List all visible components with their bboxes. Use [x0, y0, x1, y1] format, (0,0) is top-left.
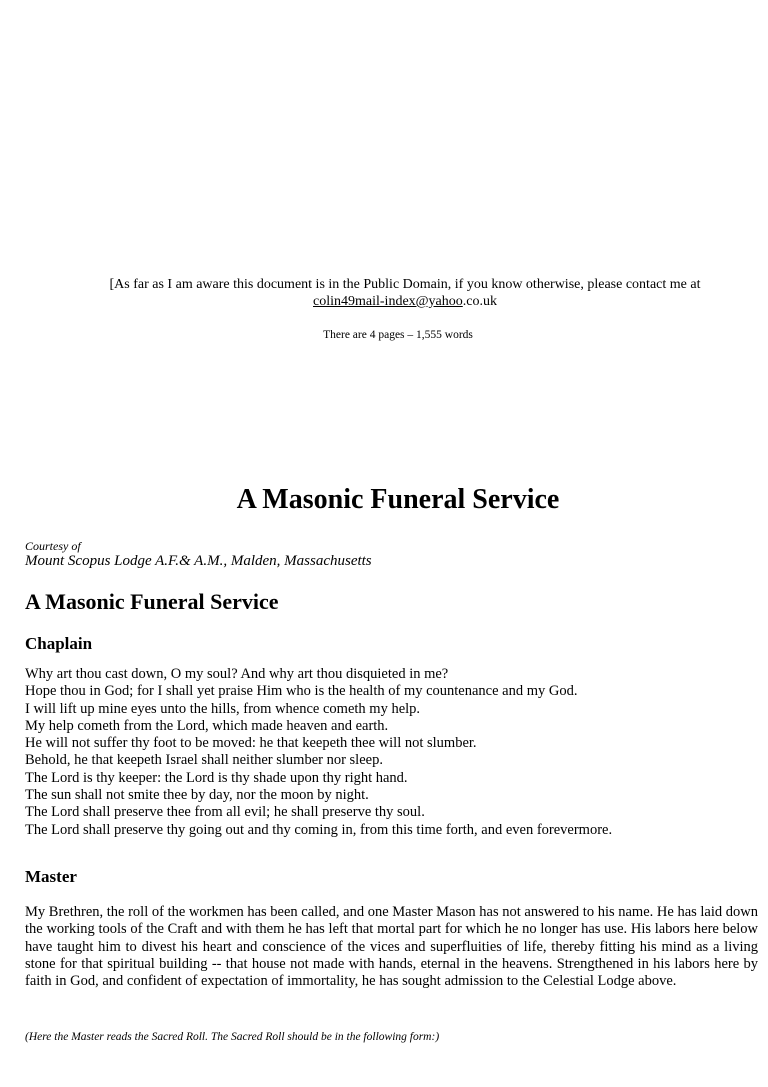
courtesy-label: Courtesy of: [25, 539, 81, 553]
notice-text: [As far as I am aware this document is in the Public Domain, if you know otherwise, please contact me at: [109, 277, 701, 292]
public-domain-notice: [40, 276, 768, 310]
email-link[interactable]: colin49mail-index@yahoo: [313, 294, 463, 309]
chaplain-line: The Lord shall preserve thy going out and thy coming in, from this time forth, and even forevermore.: [25, 821, 613, 838]
master-heading: Master: [25, 867, 77, 886]
chaplain-text: [25, 666, 765, 839]
chaplain-line: The Lord is thy keeper: the Lord is thy shade upon thy right hand.: [25, 769, 408, 786]
chaplain-line: Behold, he that keepeth Israel shall neither slumber nor sleep.: [25, 752, 383, 769]
chaplain-line: Why art thou cast down, O my soul? And why art thou disquieted in me?: [25, 666, 449, 682]
chaplain-line: The Lord shall preserve thee from all evil; he shall preserve thy soul.: [25, 804, 425, 821]
word-count: There are 4 pages – 1,555 words: [323, 329, 473, 341]
chaplain-line: My help cometh from the Lord, which made heaven and earth.: [25, 717, 389, 734]
chaplain-line: The sun shall not smite thee by day, nor the moon by night.: [25, 787, 369, 804]
lodge-name: Mount Scopus Lodge A.F.& A.M., Malden, Massachusetts: [25, 553, 372, 569]
chaplain-heading: Chaplain: [25, 634, 93, 653]
master-paragraph: My Brethren, the roll of the workmen has been called, and one Master Mason has not answered to his name. He has laid down the working tools of the Craft and with them he has left that mortal part for which he no longer has use. His labors here below have taught him to divest his heart and conscience of the vices and superfluities of life, thereby fitting his mind as a living stone for that spiritual building -- that house not made with hands, eternal in the heavens. Strengthened in his labors here by faith in God, and confident of expectation of immortality, he has sought admission to the Celestial Lodge above.: [25, 904, 758, 990]
chaplain-line: He will not suffer thy foot to be moved: he that keepeth thee will not slumber.: [25, 735, 477, 752]
main-title: A Masonic Funeral Service: [236, 484, 560, 515]
chaplain-line: Hope thou in God; for I shall yet praise Him who is the health of my countenance and my God.: [25, 683, 578, 700]
chaplain-line: I will lift up mine eyes unto the hills, from whence cometh my help.: [25, 700, 421, 717]
email-suffix: .co.uk: [462, 294, 497, 309]
sub-title: A Masonic Funeral Service: [25, 589, 279, 614]
roll-note: (Here the Master reads the Sacred Roll. The Sacred Roll should be in the following form:): [25, 1031, 440, 1043]
